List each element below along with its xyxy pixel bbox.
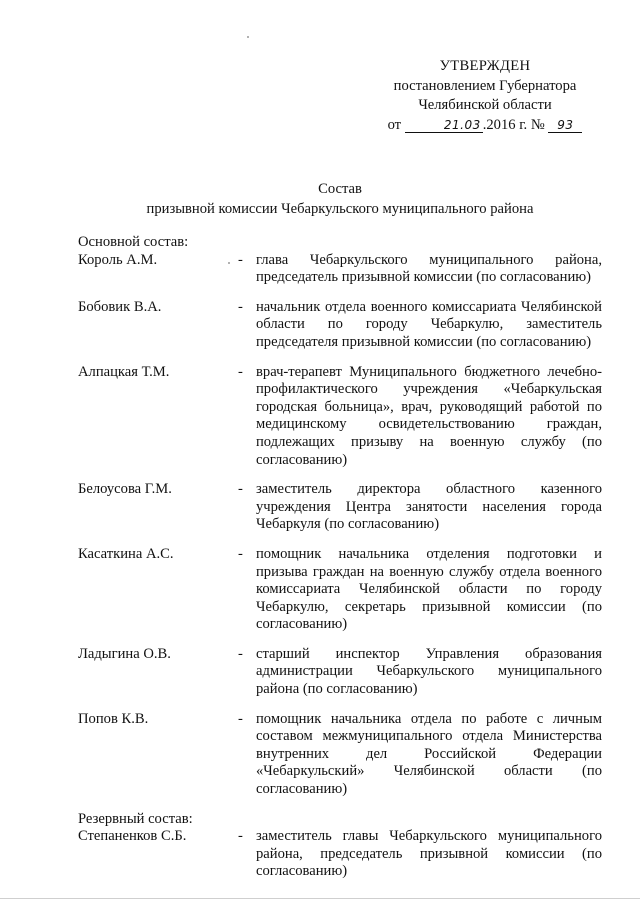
member-dash: - [238,545,243,562]
member-role: начальник отдела военного комиссариата Челябинской области по городу Чебаркулю, заместитель председателя призывной комиссии (по согласованию) [256,298,602,350]
member-row [78,546,606,634]
commission-composition [78,234,606,893]
member-dash: - [238,298,243,315]
member-row [78,299,606,352]
member-dash: - [238,363,243,380]
approval-date-line [380,116,590,136]
member-name: Бобовик В.А. [78,298,162,315]
member-row [78,711,606,799]
member-row [78,252,606,287]
member-role: помощник начальника отделения подготовки и призыва граждан на военную службу отдела военного комиссариата Челябинской области по городу Чебаркулю, секретарь призывной комиссии (по согласованию) [256,545,602,633]
approval-date-year: .2016 г. № [482,116,545,133]
approval-line-decree: постановлением Губернатора [393,77,577,94]
member-name: Алпацкая Т.М. [78,363,170,380]
member-dash: - [238,710,243,727]
approval-title: УТВЕРЖДЕН [439,58,531,74]
heading-subtitle: призывной комиссии Чебаркульского муниципального района [146,200,534,217]
page-edge-line [0,898,640,899]
member-dash: - [238,828,243,845]
member-row [78,646,606,699]
member-dash: - [238,481,243,498]
member-role: врач-терапевт Муниципального бюджетного лечебно-профилактического учреждения «Чебаркульская городская больница», врач, руководящий работой по медицинскому освидетельствованию граждан, подлежащих призыву на военную службу (по согласованию) [256,363,602,468]
member-name: Ладыгина О.В. [78,645,171,662]
reserve-section-label: Резервный состав: [78,810,193,827]
member-name: Касаткина А.С. [78,545,174,562]
member-dash: - [238,251,243,268]
member-name: Степаненков С.Б. [78,828,187,845]
approval-number: 93 [548,118,582,133]
member-row [78,828,606,881]
scan-speck [228,262,230,264]
approval-date-value: 21.03 [405,118,483,133]
member-name: Король А.М. [78,251,158,268]
member-role: заместитель директора областного казенного учреждения Центра занятости населения города Чебаркуля (по согласованию) [256,481,602,533]
member-row [78,364,606,470]
member-row [78,481,606,534]
member-dash: - [238,645,243,662]
approval-date-prefix: от [387,116,402,133]
document-heading [0,180,640,219]
member-role: заместитель главы Чебаркульского муниципального района, председатель призывной комиссии (по согласованию) [256,828,602,880]
member-role: глава Чебаркульского муниципального района, председатель призывной комиссии (по согласованию) [256,251,602,286]
scan-speck [247,36,249,38]
approval-stamp [380,57,590,135]
member-role: старший инспектор Управления образования администрации Чебаркульского муниципального района (по согласованию) [256,645,602,698]
member-name: Попов К.В. [78,710,149,727]
member-role: помощник начальника отдела по работе с личным составом межмуниципального отдела Министерства внутренних дел Российской Федерации «Чебаркульский» Челябинской области (по согласованию) [256,710,602,798]
main-section-label: Основной состав: [78,234,189,250]
heading-title: Состав [318,181,362,197]
member-name: Белоусова Г.М. [78,481,172,498]
approval-line-region: Челябинской области [418,97,552,113]
